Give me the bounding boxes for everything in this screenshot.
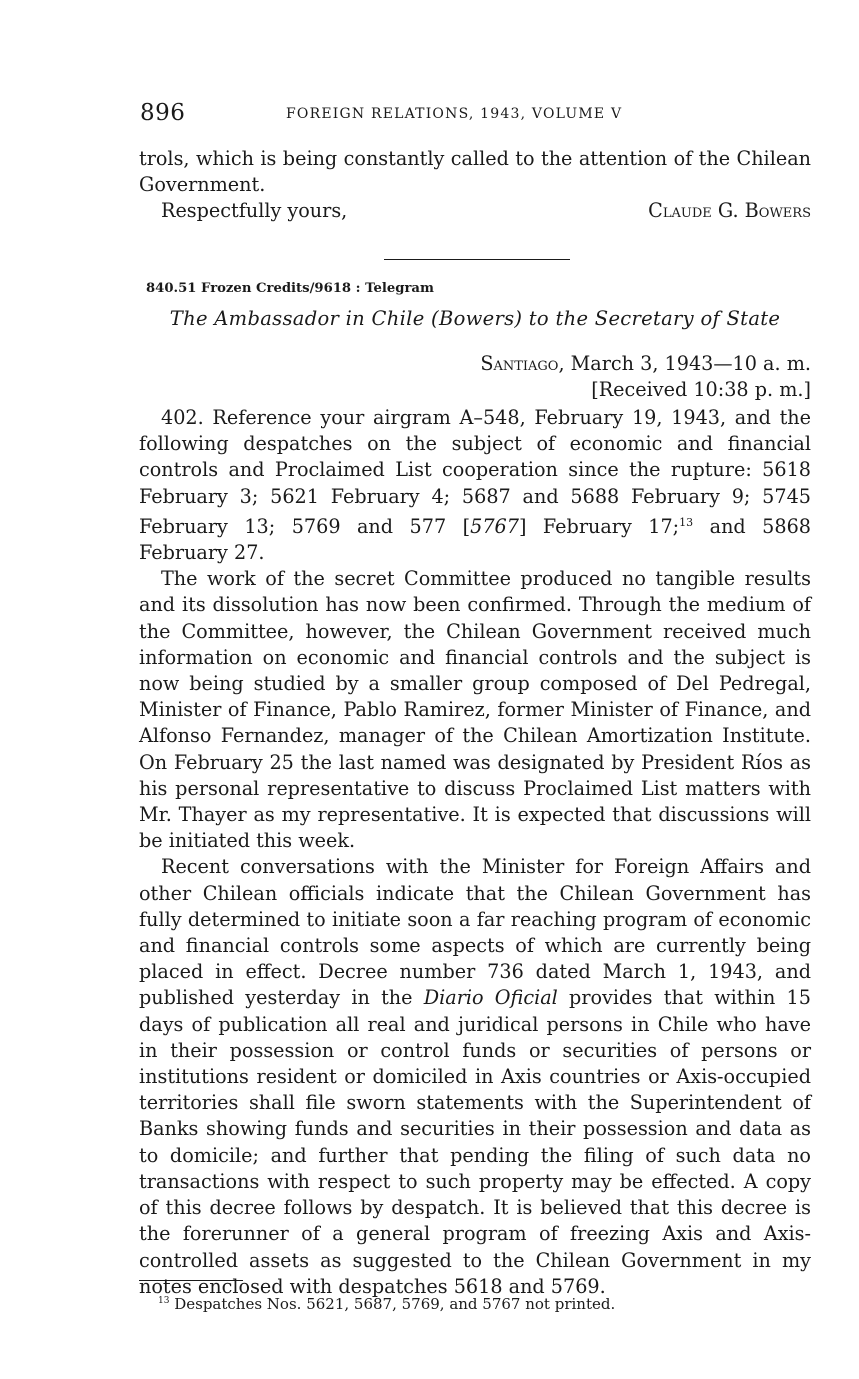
paragraph-3 [139, 854, 811, 1299]
paragraph-3-italic: Diario Oficial [423, 986, 558, 1010]
continuation-block [139, 146, 811, 198]
running-title: FOREIGN RELATIONS, 1943, VOLUME V [286, 106, 623, 122]
salutation: Respectfully yours, [161, 199, 348, 222]
footnote [158, 1295, 615, 1313]
letter-closing [161, 199, 811, 225]
page-number: 896 [140, 100, 186, 126]
paragraph-2: The work of the secret Committee produced no tangible results and its dissolution has now been confirmed. Through the medium of the Committee, however, the Chilean Government received much information on economic and financial controls and the subject is now being studied by a smaller group composed of Del Pedregal, Minister of Finance, Pablo Ramirez, former Minister of Finance, and Alfonso Fernandez, manager of the Chilean Amortization Institute. On February 25 the last named was designated by President Ríos as his personal representative to discuss Proclaimed List matters with Mr. Thayer as my representative. It is expected that discussions will be initiated this week. [139, 567, 811, 853]
dateline-line [480, 351, 811, 377]
dateline [480, 351, 811, 403]
dateline-date: March 3, 1943—10 a. m. [564, 352, 811, 375]
dateline-place: Santiago, [480, 352, 565, 375]
continuation-paragraph: trols, which is being constantly called to the attention of the Chilean Government. [139, 147, 811, 197]
paragraph-1 [139, 405, 811, 566]
paragraph-1-text-b: ] February 17; [518, 514, 680, 538]
section-divider [384, 259, 570, 260]
footnote-number: 13 [158, 1296, 170, 1306]
page-header [140, 100, 812, 130]
signature: Claude G. Bowers [648, 199, 811, 222]
document-title: The Ambassador in Chile (Bowers) to the Secretary of State [169, 307, 781, 330]
paragraph-1-italic: 5767 [470, 514, 519, 538]
footnote-ref[interactable]: 13 [679, 515, 694, 529]
paragraph-1-text-a: 402. Reference your airgram A–548, February 19, 1943, and the following despatches on the subject of economic and financial controls and Proclaimed List cooperation since the rupture: 5618 February 3; 5621 February 4; 5687 and 5688 February 9; 5745 February 13; 5769 and 577 [ [139, 406, 811, 538]
paragraph-1-text-c: and 5868 February 27. [139, 514, 812, 565]
footnote-divider [139, 1280, 243, 1281]
paragraph-3-text-a: Recent conversations with the Minister for Foreign Affairs and other Chilean officials indicate that the Chilean Government has fully determined to initiate soon a far reaching program of economic and financial controls some aspects of which are currently being placed in effect. Decree number 736 dated March 1, 1943, and published yesterday in the [139, 855, 811, 1010]
received-line: [Received 10:38 p. m.] [591, 378, 811, 402]
paragraph-3-text-b: provides that within 15 days of publication all real and juridical persons in Chile who have in their possession or control funds or securities of persons or institutions resident or domiciled in Axis countries or Axis-occupied territories shall file sworn statements with the Superintendent of Banks showing funds and securities in their possession and data as to domicile; and further that pending the filing of such data no transactions with respect to such property may be effected. A copy of this decree follows by despatch. It is believed that this decree is the forerunner of a general program of freezing Axis and Axis-controlled assets as suggested to the Chilean Government in my notes enclosed with despatches 5618 and 5769. [139, 986, 811, 1298]
telegram-body [139, 405, 811, 1300]
footnote-text: Despatches Nos. 5621, 5687, 5769, and 5767 not printed. [169, 1295, 616, 1313]
file-reference: 840.51 Frozen Credits/9618 : Telegram [146, 281, 434, 296]
